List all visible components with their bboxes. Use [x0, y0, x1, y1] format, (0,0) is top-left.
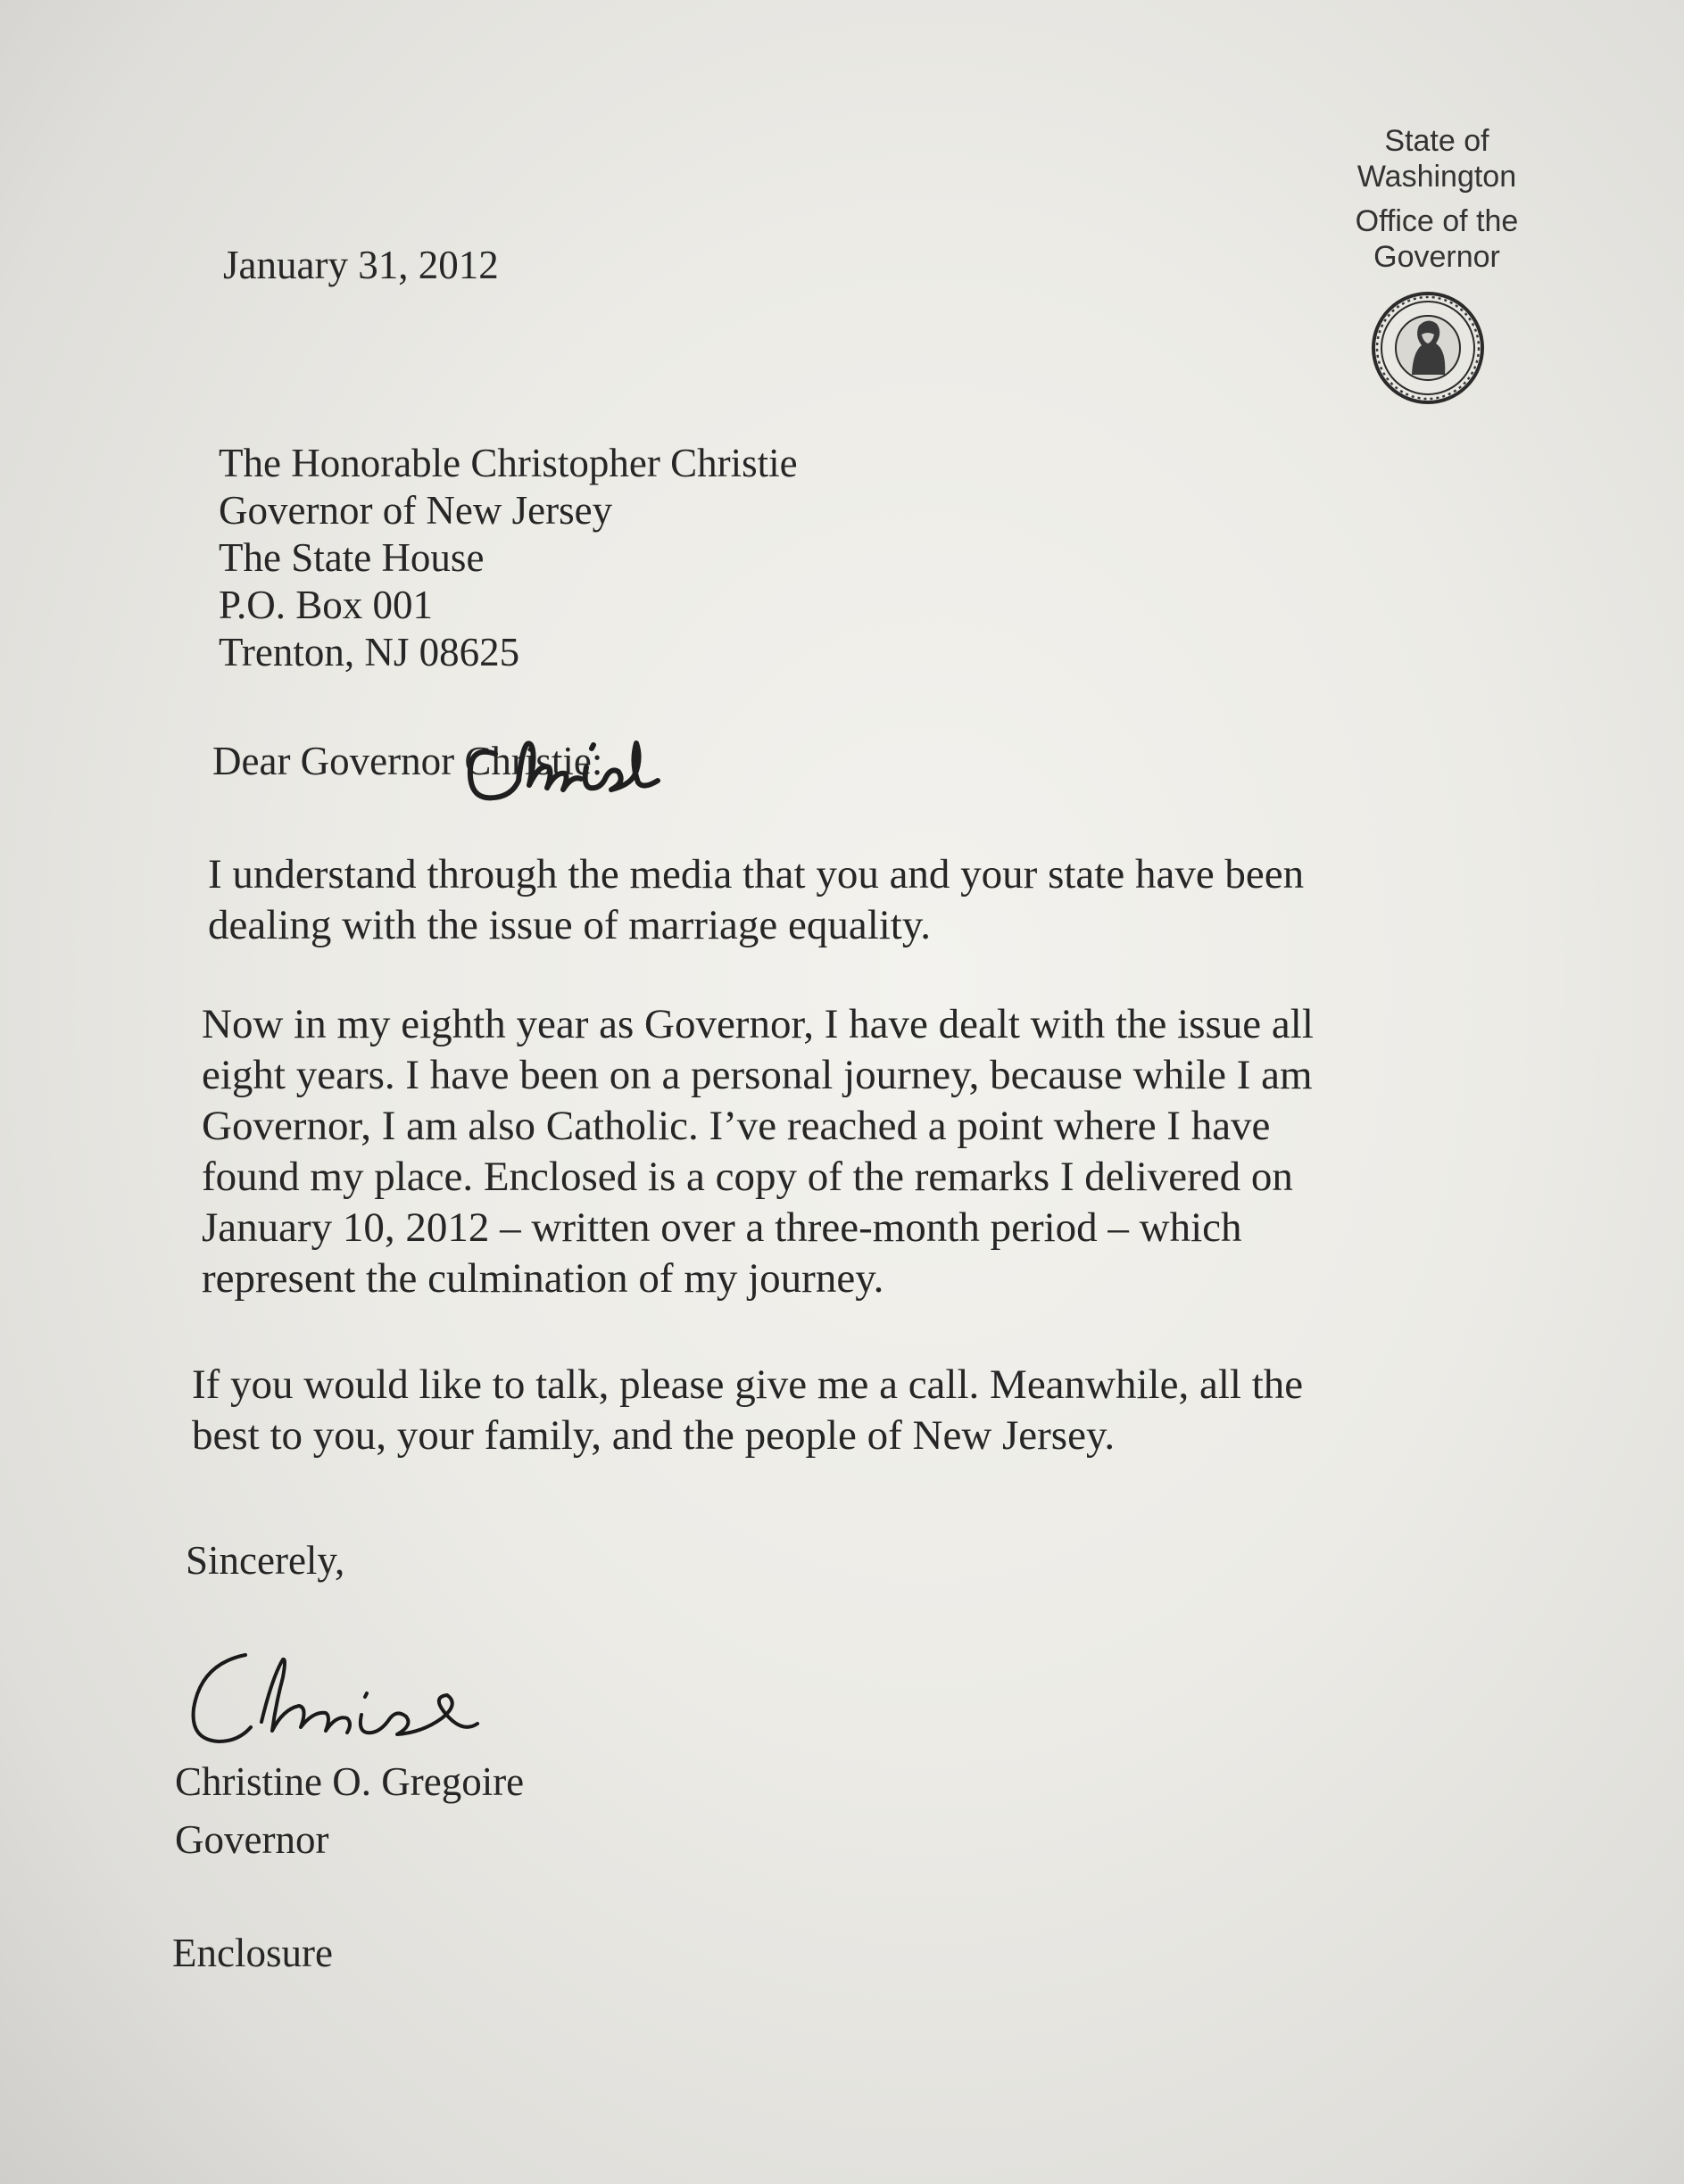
- recipient-address: [219, 439, 798, 675]
- handwritten-salutation-name: [460, 718, 678, 816]
- body-paragraph-1: [208, 849, 1304, 951]
- salutation: Dear Governor Christie:: [212, 739, 603, 783]
- paragraph-line: Now in my eighth year as Governor, I have dealt with the issue all: [202, 1001, 1314, 1047]
- recipient-line: Governor of New Jersey: [219, 488, 613, 533]
- enclosure-note: Enclosure: [172, 1931, 333, 1975]
- recipient-line: Trenton, NJ 08625: [219, 630, 520, 674]
- paragraph-line: represent the culmination of my journey.: [202, 1255, 884, 1302]
- letterhead: [1294, 123, 1580, 284]
- letterhead-line-office: Office of the: [1355, 204, 1519, 238]
- body-paragraph-2: [202, 999, 1314, 1304]
- paragraph-line: I understand through the media that you and your state have been: [208, 851, 1305, 898]
- letterhead-line-washington: Washington: [1356, 160, 1517, 194]
- body-paragraph-3: [192, 1360, 1303, 1461]
- paragraph-line: January 10, 2012 – written over a three-month period – which: [202, 1204, 1242, 1251]
- signer-title: Governor: [175, 1817, 329, 1862]
- recipient-line: The Honorable Christopher Christie: [219, 441, 798, 485]
- paragraph-line: Governor, I am also Catholic. I’ve reached a point where I have: [202, 1103, 1271, 1149]
- paragraph-line: best to you, your family, and the people of New Jersey.: [192, 1412, 1116, 1459]
- recipient-line: P.O. Box 001: [219, 583, 434, 627]
- signer-name: Christine O. Gregoire: [175, 1759, 525, 1804]
- paragraph-line: dealing with the issue of marriage equality.: [208, 902, 932, 948]
- state-seal-icon: [1370, 290, 1486, 406]
- paragraph-line: If you would like to talk, please give me a call. Meanwhile, all the: [192, 1361, 1304, 1408]
- recipient-line: The State House: [219, 535, 485, 580]
- letterhead-line-governor: Governor: [1373, 240, 1500, 274]
- letterhead-line-state: State of: [1384, 124, 1489, 158]
- paragraph-line: found my place. Enclosed is a copy of the remarks I delivered on: [202, 1154, 1293, 1200]
- signature-image: [183, 1642, 504, 1758]
- closing: Sincerely,: [186, 1538, 345, 1583]
- letter-date: January 31, 2012: [223, 243, 499, 287]
- paragraph-line: eight years. I have been on a personal journey, because while I am: [202, 1052, 1313, 1098]
